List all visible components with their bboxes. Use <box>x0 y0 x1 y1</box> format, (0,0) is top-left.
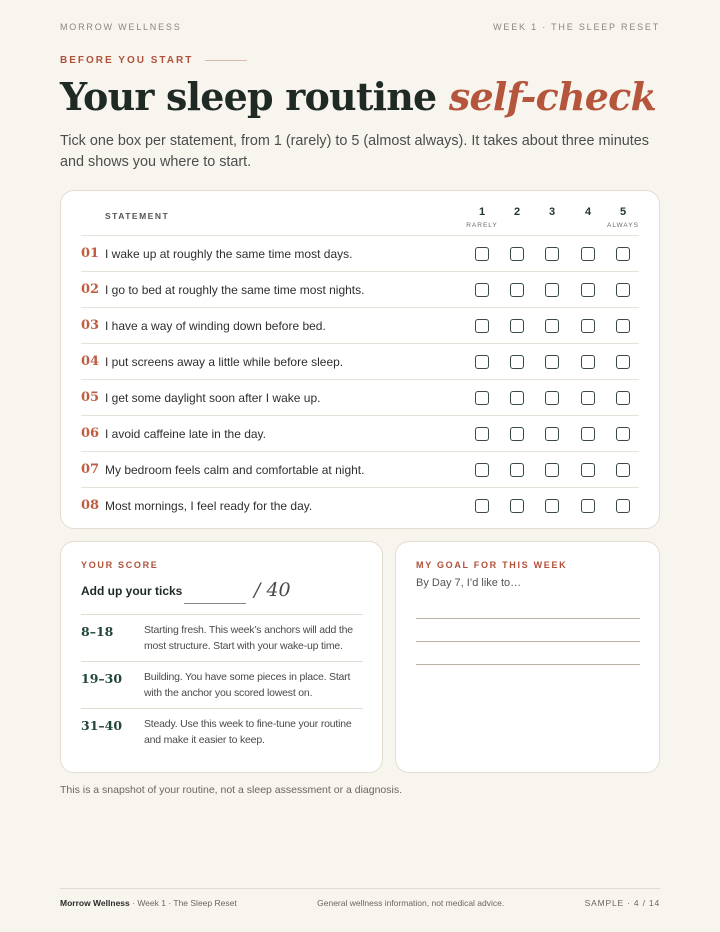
score-input[interactable] <box>184 585 246 604</box>
rating-checkbox-4[interactable] <box>581 283 595 297</box>
kicker <box>60 55 247 66</box>
scale-number: 1 <box>478 206 486 218</box>
statement-number: 08 <box>81 498 100 513</box>
rating-checkbox-2[interactable] <box>510 247 524 261</box>
statement-text: I wake up at roughly the same time most days. <box>105 247 353 261</box>
statement-number: 01 <box>81 246 100 261</box>
rating-checkbox-5[interactable] <box>616 427 630 441</box>
goal-card <box>395 541 660 773</box>
rating-checkbox-2[interactable] <box>510 391 524 405</box>
footer-brand: Morrow Wellness <box>60 898 130 908</box>
page-title <box>60 74 656 119</box>
footer-separator: · <box>129 898 138 908</box>
statement-row-5 <box>81 380 639 416</box>
statement-row-4 <box>81 344 639 380</box>
rating-checkbox-5[interactable] <box>616 319 630 333</box>
statement-row-1 <box>81 236 639 272</box>
rating-checkbox-2[interactable] <box>510 499 524 513</box>
statement-row-6 <box>81 416 639 452</box>
statements-card <box>60 190 660 529</box>
rating-checkbox-1[interactable] <box>475 319 489 333</box>
band-range: 8–18 <box>81 624 114 639</box>
rating-checkbox-3[interactable] <box>545 319 559 333</box>
statement-number: 05 <box>81 390 100 405</box>
page-footer <box>60 888 660 908</box>
disclaimer: This is a snapshot of your routine, not a sleep assessment or a diagnosis. <box>60 784 403 796</box>
rating-checkbox-3[interactable] <box>545 247 559 261</box>
statement-text: Most mornings, I feel ready for the day. <box>105 499 313 513</box>
rating-checkbox-4[interactable] <box>581 499 595 513</box>
scale-head-3 <box>532 206 572 219</box>
scale-head-1 <box>462 206 502 229</box>
goal-write-line-1[interactable] <box>416 618 640 619</box>
rating-checkbox-5[interactable] <box>616 355 630 369</box>
statement-number: 04 <box>81 354 100 369</box>
band-range: 19–30 <box>81 671 123 686</box>
footer-left <box>60 898 237 908</box>
scale-anchor-label: RARELY <box>466 222 498 229</box>
rating-checkbox-4[interactable] <box>581 463 595 477</box>
add-up-label: Add up your ticks <box>81 584 183 598</box>
footer-section: Week 1 · The Sleep Reset <box>137 898 237 908</box>
statement-number: 03 <box>81 318 100 333</box>
score-band-3 <box>81 708 363 755</box>
header-brand: MORROW WELLNESS <box>60 22 182 32</box>
statement-row-8 <box>81 488 639 524</box>
score-out-of: / 40 <box>254 579 291 601</box>
goal-write-line-2[interactable] <box>416 641 640 642</box>
goal-prompt: By Day 7, I’d like to… <box>416 577 522 589</box>
scale-head-2 <box>497 206 537 219</box>
statement-text: My bedroom feels calm and comfortable at night. <box>105 463 365 477</box>
rating-checkbox-5[interactable] <box>616 247 630 261</box>
rating-checkbox-5[interactable] <box>616 499 630 513</box>
rating-checkbox-3[interactable] <box>545 463 559 477</box>
rating-checkbox-2[interactable] <box>510 319 524 333</box>
rating-checkbox-3[interactable] <box>545 499 559 513</box>
scale-number: 4 <box>584 206 592 218</box>
rating-checkbox-3[interactable] <box>545 355 559 369</box>
band-description: Steady. Use this week to fine-tune your routine and make it easier to keep. <box>144 718 352 746</box>
statement-row-2 <box>81 272 639 308</box>
page-header <box>60 22 660 32</box>
statement-number: 02 <box>81 282 100 297</box>
rating-checkbox-1[interactable] <box>475 499 489 513</box>
rating-checkbox-1[interactable] <box>475 391 489 405</box>
rating-checkbox-2[interactable] <box>510 283 524 297</box>
title-accent: self-check <box>448 74 657 119</box>
scale-head-4 <box>568 206 608 219</box>
statement-row-3 <box>81 308 639 344</box>
statement-text: I get some daylight soon after I wake up. <box>105 391 321 405</box>
statement-text: I put screens away a little while before sleep. <box>105 355 344 369</box>
band-description: Building. You have some pieces in place. Start with the anchor you scored lowest on. <box>144 671 351 699</box>
rating-checkbox-1[interactable] <box>475 247 489 261</box>
statement-number: 07 <box>81 462 100 477</box>
rating-checkbox-5[interactable] <box>616 463 630 477</box>
rating-checkbox-2[interactable] <box>510 355 524 369</box>
goal-write-line-3[interactable] <box>416 664 640 665</box>
rating-checkbox-5[interactable] <box>616 391 630 405</box>
rating-checkbox-2[interactable] <box>510 463 524 477</box>
rating-checkbox-3[interactable] <box>545 283 559 297</box>
rating-checkbox-4[interactable] <box>581 391 595 405</box>
rating-checkbox-5[interactable] <box>616 283 630 297</box>
statement-column-label: STATEMENT <box>105 211 170 221</box>
footer-page-number: SAMPLE · 4 / 14 <box>584 898 660 908</box>
score-band-2 <box>81 661 363 708</box>
band-description: Starting fresh. This week’s anchors will add the most structure. Start with your wake-up time. <box>144 624 353 652</box>
statement-row-7 <box>81 452 639 488</box>
rating-checkbox-2[interactable] <box>510 427 524 441</box>
statements-header <box>81 191 639 236</box>
rating-checkbox-1[interactable] <box>475 427 489 441</box>
goal-title: MY GOAL FOR THIS WEEK <box>416 560 568 570</box>
intro-text: Tick one box per statement, from 1 (rarely) to 5 (almost always). It takes about three minutes and shows you where to start. <box>60 133 649 170</box>
rating-checkbox-4[interactable] <box>581 247 595 261</box>
scale-anchor-label: ALWAYS <box>607 222 639 229</box>
scale-number: 3 <box>548 206 556 218</box>
rating-checkbox-3[interactable] <box>545 427 559 441</box>
rating-checkbox-3[interactable] <box>545 391 559 405</box>
footer-note: General wellness information, not medical advice. <box>317 898 505 908</box>
statement-text: I go to bed at roughly the same time most nights. <box>105 283 365 297</box>
header-section: WEEK 1 · THE SLEEP RESET <box>493 22 660 32</box>
rating-checkbox-1[interactable] <box>475 283 489 297</box>
rating-checkbox-1[interactable] <box>475 355 489 369</box>
statement-text: I have a way of winding down before bed. <box>105 319 326 333</box>
score-card <box>60 541 383 773</box>
kicker-label: BEFORE YOU START <box>60 55 194 66</box>
rating-checkbox-4[interactable] <box>581 355 595 369</box>
rating-checkbox-4[interactable] <box>581 427 595 441</box>
kicker-rule <box>205 60 247 61</box>
scale-number: 2 <box>513 206 521 218</box>
scale-head-5 <box>603 206 643 229</box>
band-range: 31–40 <box>81 718 123 733</box>
statement-text: I avoid caffeine late in the day. <box>105 427 266 441</box>
score-title: YOUR SCORE <box>81 560 159 570</box>
title-main: Your sleep routine <box>60 74 437 119</box>
statement-number: 06 <box>81 426 100 441</box>
rating-checkbox-4[interactable] <box>581 319 595 333</box>
scale-number: 5 <box>619 206 627 218</box>
score-band-1 <box>81 614 363 661</box>
rating-checkbox-1[interactable] <box>475 463 489 477</box>
